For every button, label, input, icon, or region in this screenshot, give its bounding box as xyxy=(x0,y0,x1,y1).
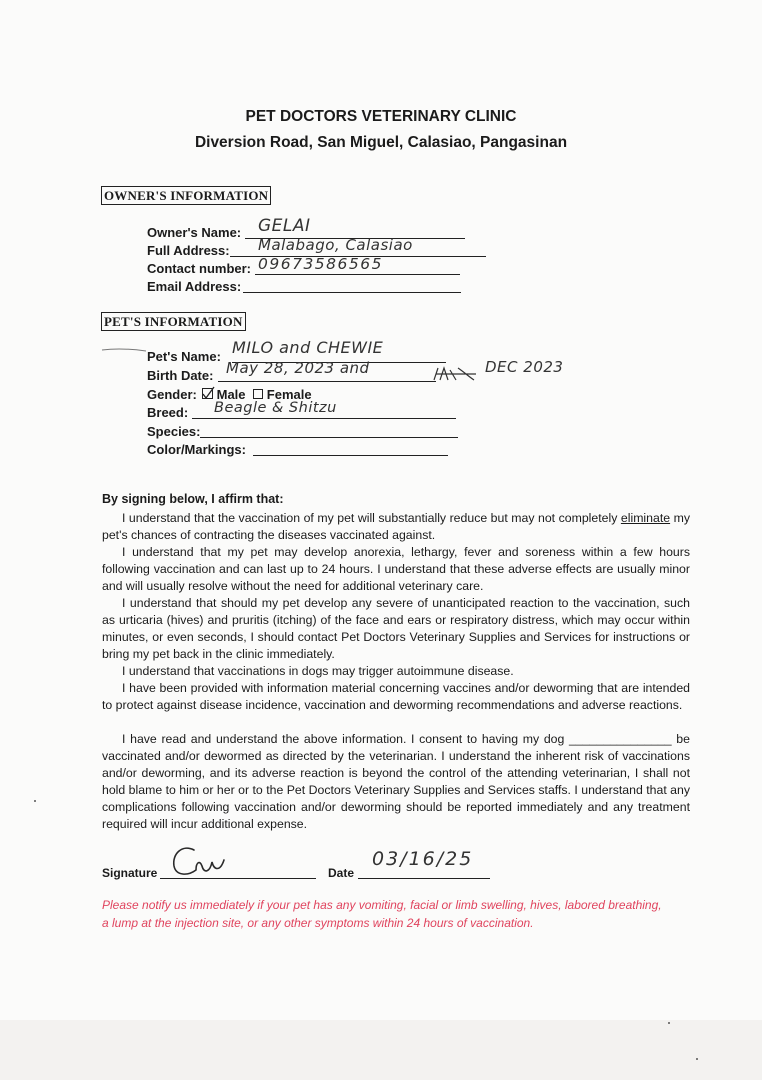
clinic-name: PET DOCTORS VETERINARY CLINIC xyxy=(245,108,517,125)
affirmation-paragraph-4: I understand that vaccinations in dogs may trigger autoimmune disease. xyxy=(122,664,514,678)
affirmation-title: By signing below, I affirm that: xyxy=(102,492,284,506)
signature-label: Signature xyxy=(102,866,158,880)
address-label: Full Address: xyxy=(147,243,230,258)
scan-speck xyxy=(668,1022,670,1024)
check-mark-icon xyxy=(202,386,215,399)
scan-speck xyxy=(696,1058,698,1060)
email-line xyxy=(243,292,461,293)
clinic-address: Diversion Road, San Miguel, Calasiao, Pangasinan xyxy=(194,134,568,151)
affirmation-paragraph-3: I understand that should my pet develop any severe of unanticipated reaction to the vaccination, such as urticaria (hives) and pruritis (itching) of the face and ears or respiratory distress, which may occur within minutes, or even seconds, I should contact Pet Doctors Veterinary Supplies and Services for instructions or bring my pet back in the clinic immediately. xyxy=(102,596,690,661)
birth-date-extra[interactable]: DEC 2023 xyxy=(485,358,564,376)
affirmation-paragraph-2: I understand that my pet may develop anorexia, lethargy, fever and soreness within a few hours following vaccination and can last up to 24 hours. I understand that these adverse effects are usually minor and will usually resolve without the need for additional veterinary care. xyxy=(102,545,690,593)
pet-name-label: Pet's Name: xyxy=(147,349,221,364)
affirmation-paragraph-5: I have been provided with information material concerning vaccines and/or deworming that are intended to protect against disease incidence, vaccination and deworming recommendations and adverse reactions. xyxy=(102,681,690,712)
male-option-label: Male xyxy=(216,387,246,402)
contact-value[interactable]: 09673586565 xyxy=(258,255,383,273)
female-checkbox[interactable] xyxy=(253,389,263,399)
female-option-label: Female xyxy=(266,387,312,402)
post-vaccination-notice: Please notify us immediately if your pet has any vomiting, facial or limb swelling, hives, labored breathing, a lump at the injection site, or any other symptoms within 24 hours of vaccination. xyxy=(102,898,662,930)
birth-date-line xyxy=(218,381,436,382)
birth-date-label: Birth Date: xyxy=(147,368,214,383)
color-markings-line xyxy=(253,455,448,456)
p6-text-a: I have read and understand the above information. I consent to having my dog xyxy=(122,732,570,746)
owner-name-label: Owner's Name: xyxy=(147,225,242,240)
affirmation-paragraph-1 xyxy=(102,510,690,544)
species-line xyxy=(200,437,458,438)
breed-label: Breed: xyxy=(147,405,189,420)
breed-value[interactable]: Beagle & Shitzu xyxy=(214,400,337,416)
owner-section-heading: OWNER'S INFORMATION xyxy=(101,186,271,205)
scan-speck xyxy=(34,800,36,802)
owner-name-value[interactable]: GELAI xyxy=(258,216,311,236)
breed-line xyxy=(192,418,456,419)
color-markings-label: Color/Markings: xyxy=(147,442,246,457)
handwritten-signature[interactable] xyxy=(166,840,238,880)
scribbled-out-mark xyxy=(430,364,482,386)
species-label: Species: xyxy=(147,424,201,439)
p1-underlined-word: eliminate xyxy=(620,511,671,525)
date-label: Date xyxy=(328,866,355,880)
birth-date-value[interactable]: May 28, 2023 and xyxy=(226,359,370,377)
p6-text-b: be vaccinated and/or dewormed as directed by the veterinarian. I understand the inherent risk of vaccinations and/or deworming, and its adverse reaction is beyond the control of the attending veterinarian, I shall not hold blame to him or her or to the Pet Doctors Veterinary Supplies and Services staffs. I understand that any complications following vaccination and/or deworming should be reported immediately and any treatment required will incur additional expense. xyxy=(102,732,690,831)
affirmation-paragraph-6 xyxy=(102,731,690,833)
date-line xyxy=(358,878,490,879)
p1-text-a: I understand that the vaccination of my pet will substantially reduce but may not completely xyxy=(122,511,621,525)
email-label: Email Address: xyxy=(147,279,242,294)
dog-name-blank[interactable]: _______________ xyxy=(569,732,672,746)
contact-label: Contact number: xyxy=(147,261,251,276)
address-value[interactable]: Malabago, Calasiao xyxy=(258,236,413,254)
scan-bottom-band xyxy=(0,1020,762,1080)
p1-text-b: my pet's chances of contracting the diseases vaccinated against. xyxy=(102,511,691,542)
pet-section-heading: PET'S INFORMATION xyxy=(101,312,246,331)
male-checkbox[interactable] xyxy=(202,388,213,399)
contact-line xyxy=(255,274,460,275)
gender-label: Gender: xyxy=(147,387,197,402)
date-value[interactable]: 03/16/25 xyxy=(372,848,474,870)
pet-name-value[interactable]: MILO and CHEWIE xyxy=(232,338,384,357)
